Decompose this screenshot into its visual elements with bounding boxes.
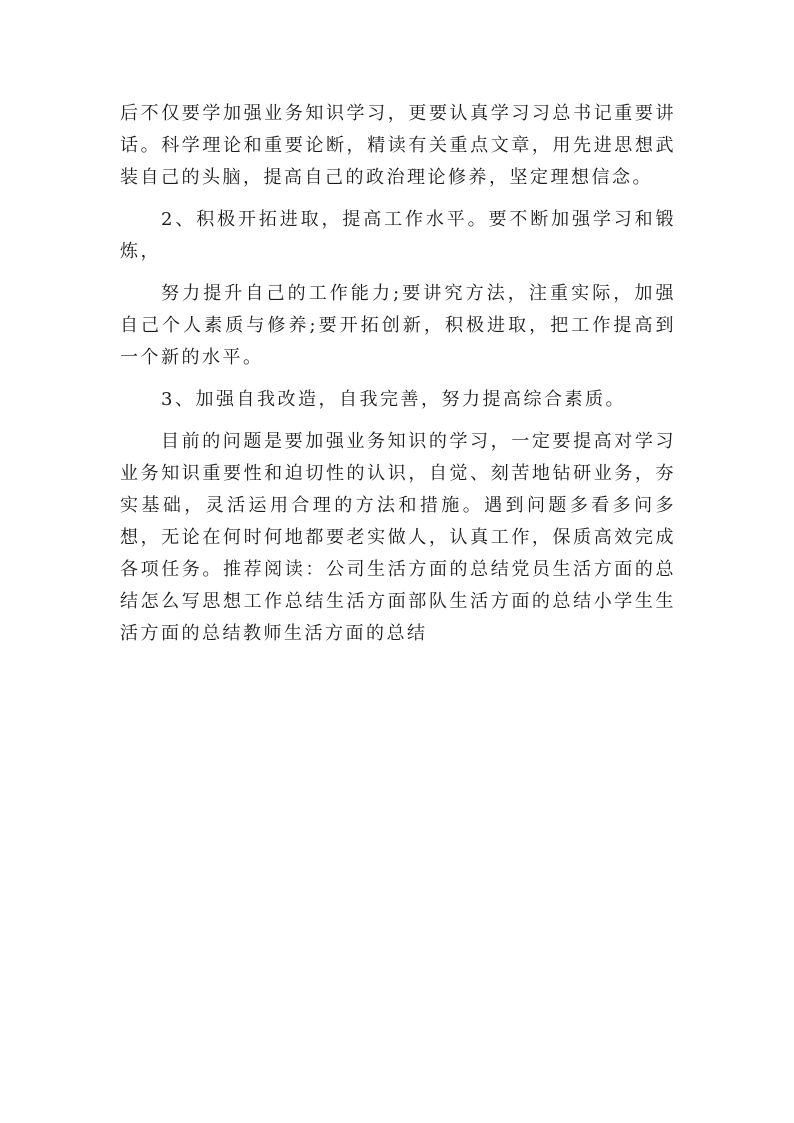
paragraph-continuation: 后不仅要学加强业务知识学习，更要认真学习习总书记重要讲话。科学理论和重要论断，精读有关重点文章，用先进思想武装自己的头脑，提高自己的政治理论修养，坚定理想信念。 (120, 103, 676, 188)
paragraph-item-3: 3、加强自我改造，自我完善，努力提高综合素质。 (161, 389, 626, 410)
paragraph-item-2: 2、积极开拓进取，提高工作水平。要不断加强学习和锻炼， (120, 209, 676, 262)
paragraph-item-2-detail: 努力提升自己的工作能力;要讲究方法，注重实际，加强自己个人素质与修养;要开拓创新，积极进取，把工作提高到一个新的水平。 (120, 283, 676, 368)
document-body (120, 98, 676, 650)
paragraph-item-3-detail: 目前的问题是要加强业务知识的学习，一定要提高对学习业务知识重要性和迫切性的认识，自觉、刻苦地钻研业务，夯实基础，灵活运用合理的方法和措施。遇到问题多看多问多想，无论在何时何地都要老实做人，认真工作，保质高效完成各项任务。推荐阅读：公司生活方面的总结党员生活方面的总结怎么写思想工作总结生活方面部队生活方面的总结小学生生活方面的总结教师生活方面的总结 (120, 431, 676, 644)
